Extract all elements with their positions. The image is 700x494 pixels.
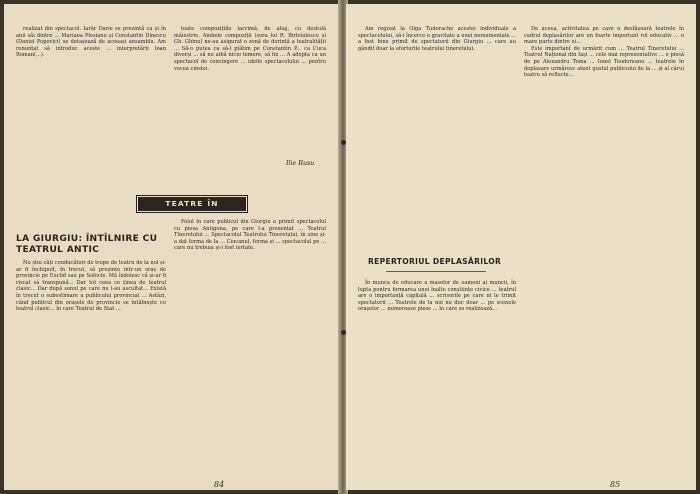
right-bottom-column-1: [358, 280, 516, 470]
section-banner: TEATRE ÎN DEPLASARE: [138, 197, 246, 211]
article-title: LA GIURGIU: ÎNTÎLNIRE CU TEATRUL ANTIC: [16, 234, 158, 255]
right-top-column-1: [358, 26, 516, 246]
left-top-column-2: [174, 26, 326, 166]
left-bottom-column-1: [16, 260, 166, 470]
right-page: [346, 4, 696, 490]
page-number: 85: [610, 480, 621, 489]
author-signature: Ilie Rusu: [286, 160, 315, 167]
paragraph: În munca de educare a maselor de oameni ai muncii, în lupta pentru formarea unei înalte conștiințe civice ... teatrul are o importanță capitală ... scrisorile pe care ni le trimit spectatorii ... Teatrele de la noi nu duc doar ... pe scenele orașelor ... numeroase piese ... în care se realizează...: [358, 280, 516, 313]
right-column-2: [524, 26, 684, 466]
paragraph: De aceea, activitatea pe care o desfășoară teatrele în cadrul deplasărilor are un foarte important rol educativ ... o mare parte dintre ei...: [524, 26, 684, 46]
paragraph: Felul în care publicul din Giurgiu a primit spectacolul cu piesa Antigona, pe care l-a prezentat ... Teatrul Tineretului ... Spectacolul Teatrului Tineretului, în sine și-a dat forma de la ... Ciocanul, forma și ... spectacolul pe ... care nu trebuia și-i fost iertate.: [174, 219, 326, 252]
page-number: 84: [214, 480, 225, 489]
paragraph: realizat din spectacol. Iarăr Darie se prezintă ca și în anii săi dintre ... Mariana Plesianu și Constantin Dinescu (Daniel Popovici) se detașează de aceeași ansamblu. Am renunțat să introduc aceste ... interpretării Ioan Roman(...).: [16, 26, 166, 59]
title-rule: [386, 271, 486, 272]
paragraph: Am regizat la Olga Tudorache acestei individuale a spectacolului, să-i încerce o gravitate a unei monumentale ... a fost bine primit de spectatorii din Giurgiu ... care au gândit doar la eforturile teatrului tineretului.: [358, 26, 516, 52]
left-bottom-column-2: [174, 219, 326, 469]
left-page: [4, 4, 340, 490]
article-title: REPERTORIUL DEPLASĂRILOR: [368, 257, 502, 266]
paragraph: Nu știu câți conducători de trupe de teatru de la noi și-ar fi închipuit, în trecut, să prezinte intr-un oraș de provincie pe Euclid sau pe Sofocle. Mă îndoiesc că și-ar fi riscat să transpună... Dar tot ceea ce ținea de teatrul clasic... Dar după sonul pe care nu l-au ascultat... Există în trecut o subestimare a publicului provincial ... Astăzi, când publicul din orașele de provincie se întâlnește cu teatrul clasic... în care Teatrul de Stat ...: [16, 260, 166, 313]
left-top-column-1: [16, 26, 166, 166]
paragraph: Este important de urmărit cum ... Teatrul Tineretului ... Teatrul Național din Iași ... cele mai reprezentative ... o piesă de pe Alexandru Toma ... Ionel Teodoreanu ... teatrele în deplasare urmăresc atent gustul publicului de la ... și al cărui teatru să reflecte...: [524, 45, 684, 79]
paragraph: toate compozițiile lacrimă, de aliaj, cu destulă măiestrie. Ambele compoziții (sora lui R. Birloiulescu și Gh. Ghinu) ne-au asigurat o zonă de dorință a teatralității ... Să-o putea ca să-l plătim pe Constantin P... ca Cuca diverși ... să nu aibă nicio temere, să fie ... A adopta ca un spectacol de convingere ... ideile spectacolului ... pentru vocea cinstei.: [174, 26, 326, 72]
